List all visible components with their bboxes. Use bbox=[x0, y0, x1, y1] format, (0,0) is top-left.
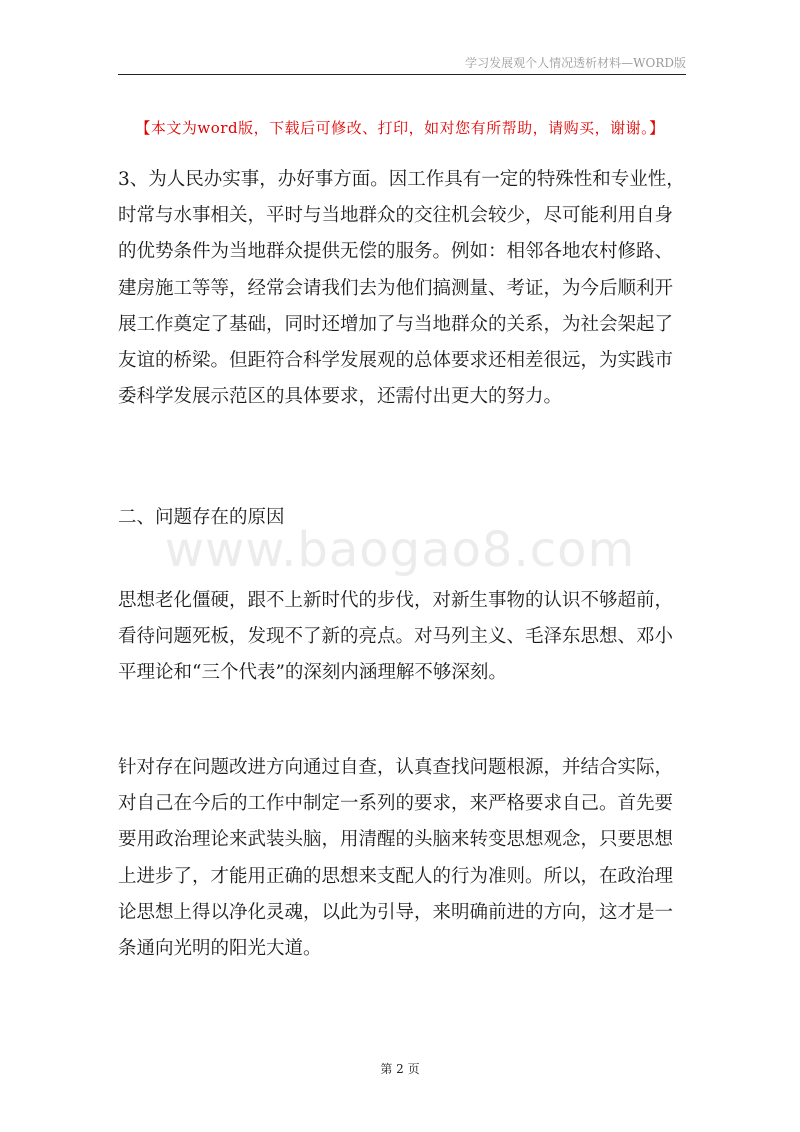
page-header bbox=[118, 52, 686, 75]
text-line: 要用政治理论来武装头脑，用清醒的头脑来转变思想观念，只要思想 bbox=[118, 829, 674, 851]
text-line: 平理论和“三个代表”的深刻内涵理解不够深刻。 bbox=[118, 662, 507, 684]
section-heading bbox=[118, 500, 684, 536]
text-line: 建房施工等等，经常会请我们去为他们搞测量、考证，为今后顺利开 bbox=[118, 277, 674, 299]
text-line: 思想老化僵硬，跟不上新时代的步伐，对新生事物的认识不够超前， bbox=[118, 590, 674, 611]
heading-text: 二、问题存在的原因 bbox=[118, 507, 285, 528]
paragraph-causes bbox=[118, 583, 684, 692]
paragraph-improvement bbox=[118, 750, 684, 967]
text-line: 友谊的桥梁。但距符合科学发展观的总体要求还相差很远，为实践市 bbox=[118, 350, 674, 372]
text-line: 对自己在今后的工作中制定一系列的要求，来严格要求自己。首先要 bbox=[118, 793, 674, 815]
text-line: 论思想上得以净化灵魂，以此为引导，来明确前进的方向，这才是一 bbox=[118, 901, 674, 923]
text-line: 针对存在问题改进方向通过自查，认真查找问题根源，并结合实际， bbox=[118, 757, 674, 778]
text-line: 条通向光明的阳光大道。 bbox=[118, 938, 322, 960]
watermark-text: www.baogao8.com bbox=[164, 522, 636, 578]
paragraph-service bbox=[118, 162, 684, 415]
text-line: 上进步了，才能用正确的思想来支配人的行为准则。所以，在政治理 bbox=[118, 865, 674, 887]
header-title: 学习发展观个人情况透析材料—WORD版 bbox=[465, 56, 686, 70]
download-notice: 【本文为word版，下载后可修改、打印，如对您有所帮助，请购买，谢谢。】 bbox=[135, 119, 665, 137]
text-line: 时常与水事相关，平时与当地群众的交往机会较少，尽可能利用自身 bbox=[118, 205, 674, 227]
text-line: 展工作奠定了基础，同时还增加了与当地群众的关系，为社会架起了 bbox=[118, 313, 674, 335]
text-line: 3、为人民办实事，办好事方面。因工作具有一定的特殊性和专业性， bbox=[118, 169, 685, 190]
text-line: 看待问题死板，发现不了新的亮点。对马列主义、毛泽东思想、邓小 bbox=[118, 626, 674, 648]
text-line: 的优势条件为当地群众提供无偿的服务。例如：相邻各地农村修路、 bbox=[118, 241, 674, 263]
page-number: 第 2 页 bbox=[380, 1062, 420, 1076]
text-line: 委科学发展示范区的具体要求，还需付出更大的努力。 bbox=[118, 386, 563, 408]
